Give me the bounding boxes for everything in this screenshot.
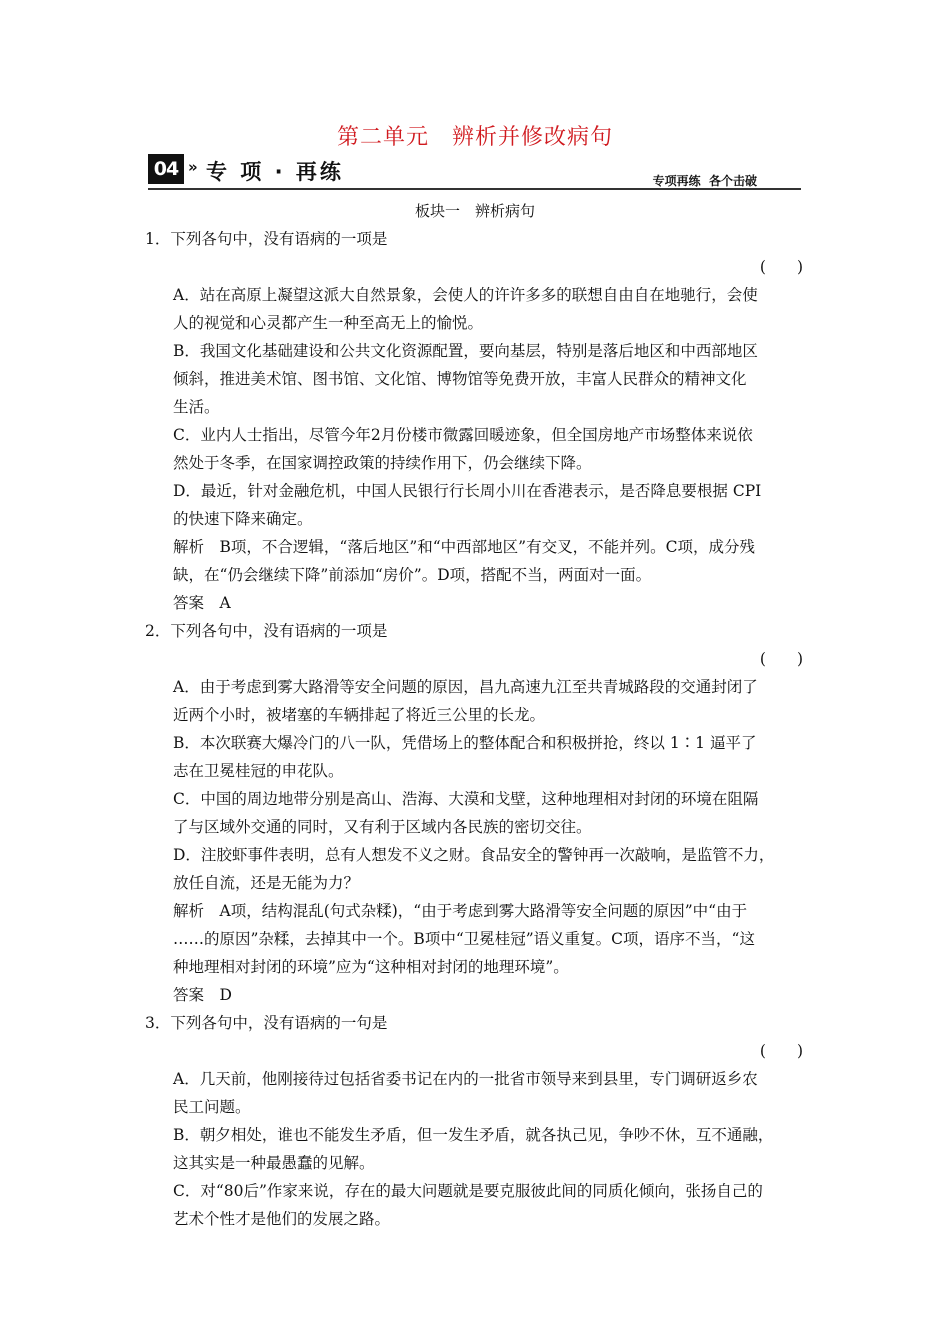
option-line: 生活。 <box>173 398 220 416</box>
option-line: A．由于考虑到雾大路滑等安全问题的原因，昌九高速九江至共青城路段的交通封闭了 <box>173 678 758 696</box>
analysis-line: 缺，在“仍会继续下降”前添加“房价”。D项，搭配不当，两面对一面。 <box>173 566 652 584</box>
answer-line: 答案 D <box>173 986 232 1004</box>
option-line: 了与区域外交通的同时，又有利于区域内各民族的密切交往。 <box>173 818 592 836</box>
banner-rule <box>148 188 801 190</box>
option-line: 民工问题。 <box>173 1098 251 1116</box>
block-title: 板块一 辨析病句 <box>414 202 535 220</box>
analysis-line: 解析 B项，不合逻辑，“落后地区”和“中西部地区”有交叉，不能并列。C项，成分残 <box>173 538 755 556</box>
question-1-stem: 1．下列各句中，没有语病的一项是 <box>145 230 388 248</box>
option-line: 这其实是一种最愚蠢的见解。 <box>173 1154 375 1172</box>
question-3-stem: 3．下列各句中，没有语病的一句是 <box>145 1014 388 1032</box>
answer-line: 答案 A <box>173 594 231 612</box>
page-title: 第二单元 辨析并修改病句 <box>336 125 613 150</box>
section-number-badge: 04 <box>148 154 184 184</box>
option-line: B．我国文化基础建设和公共文化资源配置，要向基层，特别是落后地区和中西部地区 <box>173 342 758 360</box>
option-line: 然处于冬季，在国家调控政策的持续作用下，仍会继续下降。 <box>173 454 592 472</box>
analysis-line: 解析 A项，结构混乱(句式杂糅)，“由于考虑到雾大路滑等安全问题的原因”中“由于 <box>173 902 748 920</box>
option-line: 的快速下降来确定。 <box>173 510 313 528</box>
section-name: 专 项 · 再练 <box>206 160 344 184</box>
option-line: 人的视觉和心灵都产生一种至高无上的愉悦。 <box>173 314 484 332</box>
option-line: 志在卫冕桂冠的申花队。 <box>173 762 344 780</box>
option-line: 艺术个性才是他们的发展之路。 <box>173 1210 391 1228</box>
question-content <box>145 225 815 1233</box>
answer-parenthesis: ( ) <box>759 1042 803 1060</box>
analysis-line: ……的原因”杂糅，去掉其中一个。B项中“卫冕桂冠”语义重复。C项，语序不当，“这 <box>173 930 755 948</box>
option-line: B．朝夕相处，谁也不能发生矛盾，但一发生矛盾，就各执己见，争吵不休，互不通融， <box>173 1126 774 1144</box>
option-line: C．业内人士指出，尽管今年2月份楼市微露回暖迹象，但全国房地产市场整体来说依 <box>173 426 753 444</box>
option-line: 倾斜，推进美术馆、图书馆、文化馆、博物馆等免费开放，丰富人民群众的精神文化 <box>173 370 747 388</box>
option-line: D．最近，针对金融危机，中国人民银行行长周小川在香港表示，是否降息要根据 CPI <box>173 482 762 500</box>
question-2-stem: 2．下列各句中，没有语病的一项是 <box>145 622 388 640</box>
option-line: D．注胶虾事件表明，总有人想发不义之财。食品安全的警钟再一次敲响，是监管不力， <box>173 846 775 864</box>
option-line: A．站在高原上凝望这派大自然景象，会使人的许许多多的联想自由自在地驰行，会使 <box>173 286 758 304</box>
answer-parenthesis: ( ) <box>759 650 803 668</box>
section-slogan: 专项再练 各个击破 <box>652 174 757 188</box>
option-line: C．中国的周边地带分别是高山、浩海、大漠和戈壁，这种地理相对封闭的环境在阻隔 <box>173 790 759 808</box>
answer-parenthesis: ( ) <box>759 258 803 276</box>
option-line: C．对“80后”作家来说，存在的最大问题就是要克服彼此间的同质化倾向，张扬自己的 <box>173 1182 763 1200</box>
option-line: 近两个小时，被堵塞的车辆排起了将近三公里的长龙。 <box>173 706 546 724</box>
double-chevron-icon: » <box>188 158 198 176</box>
section-banner <box>148 152 801 192</box>
option-line: B．本次联赛大爆冷门的八一队，凭借场上的整体配合和积极拼抢，终以 1∶1 逼平了 <box>173 734 757 752</box>
analysis-line: 种地理相对封闭的环境”应为“这种相对封闭的地理环境”。 <box>173 958 569 976</box>
option-line: A．几天前，他刚接待过包括省委书记在内的一批省市领导来到县里，专门调研返乡农 <box>173 1070 758 1088</box>
option-line: 放任自流，还是无能为力？ <box>173 874 360 892</box>
